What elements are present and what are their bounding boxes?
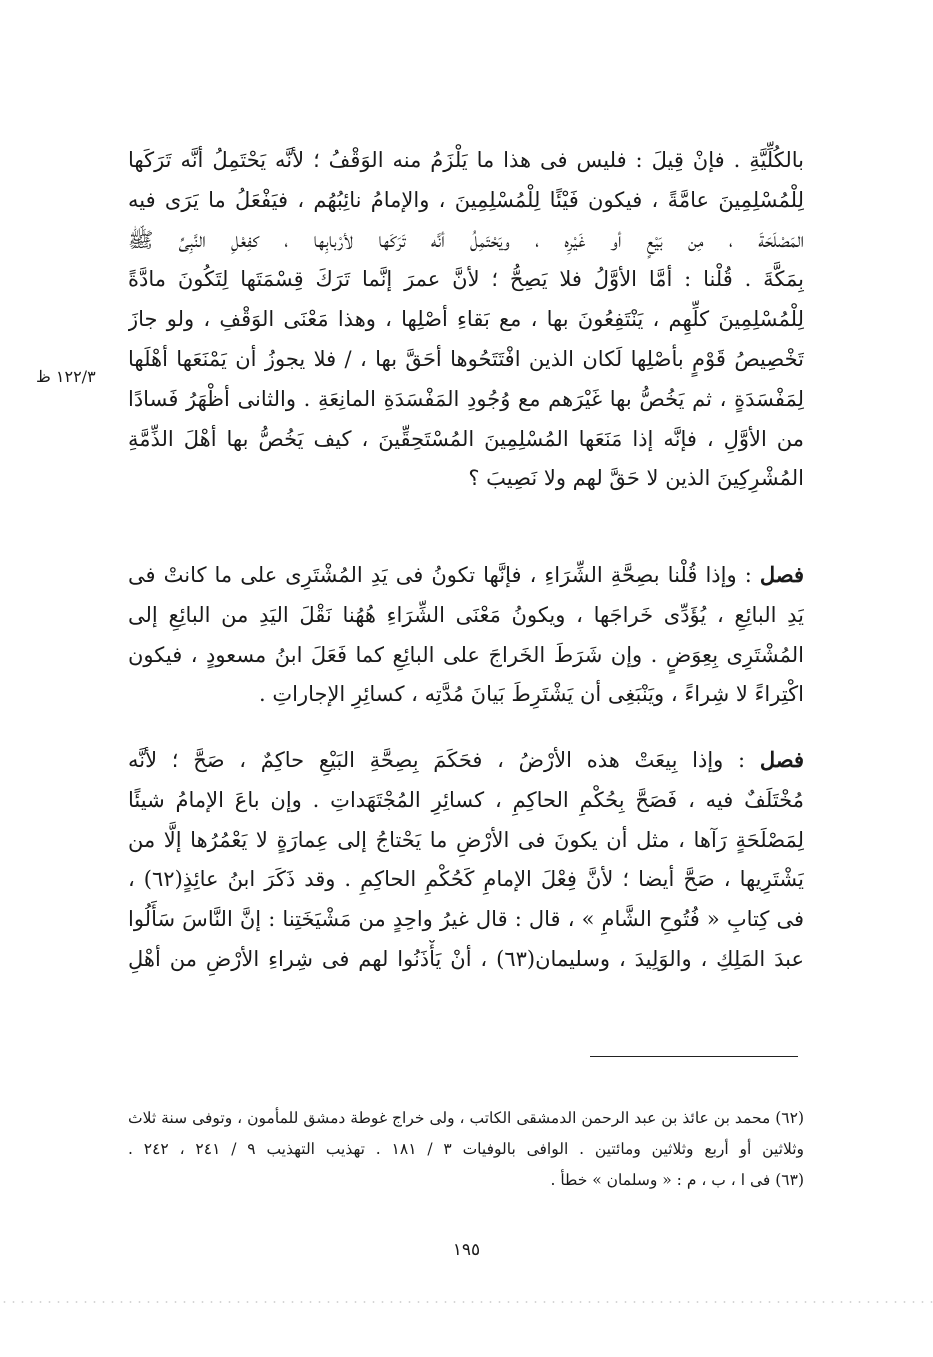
text-line: من الأوَّلِ ، فإنَّه إذا مَنَعَها المُسْلِمِينَ المُسْتَحِقِّينَ ، كيف يَخُصُّ بها أهْلَ الذِّمَّةِ xyxy=(128,426,804,451)
page-number: ١٩٥ xyxy=(452,1240,481,1260)
footnote-divider xyxy=(590,1056,798,1057)
footnote-line: وثلاثين أو أربع وثلاثين ومائتين . الوافى بالوفيات ٣ / ١٨١ . تهذيب التهذيب ٩ / ٢٤١ ، ٢٤٢ . xyxy=(128,1140,804,1158)
text-line: فصل : وإذا قُلْنا بصِحَّةِ الشِّرَاءِ ، فإنَّها تكونُ فى يَدِ المُشْتَرِى على ما كانتْ فى xyxy=(128,562,804,587)
footnote-line: (٦٣) فى ا ، ب ، م : « وسلمان » خطأ . xyxy=(550,1171,804,1189)
text-line: تَخْصِيصُ قَوْمٍ بأصْلِها لَكان الذين افْتَتَحُوها أحَقَّ بها ، / فلا يجوزُ أن يَمْنَعَها أهْلَها xyxy=(128,346,804,371)
section-label: فصل xyxy=(759,747,804,772)
text-line: بالكُلِّيَّةِ . فإنْ قِيلَ : فليس فى هذا ما يَلْزَمُ منه الوَقْفُ ؛ لأنَّه يَحْتَمِلُ أنَّه تَرَكَها xyxy=(128,148,804,172)
text-line: المُشْتَرِى بِعِوَضٍ . وإن شَرَطَ الخَراجَ على البائِعِ كما فَعَلَ ابنُ مسعودٍ ، فيكون xyxy=(128,642,804,667)
text-line: اكْتِراءً لا شِراءً ، ويَنْبَغِى أن يَشْتَرِطَ بَيانَ مُدَّتِه ، كسائِرِ الإجاراتِ . xyxy=(258,682,804,707)
text-line: يَدِ البائِعِ ، يُؤَدِّى خَراجَها ، ويكونُ مَعْنَى الشِّرَاءِ هُهُنا نَقْلَ اليَدِ من البائِعِ إلى xyxy=(128,602,804,627)
footnote-line: (٦٢) محمد بن عائذ بن عبد الرحمن الدمشقى الكاتب ، ولى خراج غوطة دمشق للمأمون ، وتوفى سنة ثلاث xyxy=(128,1109,804,1127)
text-line: بِمَكَّةَ . قُلْنا : أمَّا الأوَّلُ فلا يَصِحُّ ؛ لأنَّ عمرَ إنَّما تَرَكَ قِسْمَتَها لِتَكُونَ مادَّةً xyxy=(128,267,804,292)
text-line: مُخْتَلَفٌ فيه ، فَصَحَّ بِحُكْمِ الحاكِمِ ، كسائِرِ المُجْتَهَداتِ . وإن باعَ الإمامُ شيئًا xyxy=(128,787,804,812)
text-line: يَشْتَرِيها ، صَحَّ أيضا ؛ لأنَّ فِعْلَ الإمامِ كَحُكْمِ الحاكِمِ . وقد ذَكَرَ ابنُ عائِذٍ(٦٢) ، xyxy=(128,867,804,892)
text-line: المُشْرِكِينَ الذين لا حَقَّ لهم ولا نَصِيبَ ؟ xyxy=(468,466,804,491)
text-line: المَصْلَحَةَ ، مِن بَيْعٍ أو غَيْرِه ، ويَحْتَمِلُ أنَّه تَرَكَها لأرْبابِها ، كفِعْلِ النَّبِىِّ ﷺ xyxy=(128,227,804,252)
text-line: لِمَصْلَحَةٍ رَآها ، مثل أن يكونَ فى الأرْضِ ما يَحْتاجُ إلى عِمارَةٍ لا يَعْمُرُها إلَّا من xyxy=(128,827,804,852)
paragraph-2 xyxy=(128,555,804,715)
text-line: فصل : وإذا بِيعَتْ هذه الأرْضُ ، فحَكَمَ بِصِحَّةِ البَيْعِ حاكِمٌ ، صَحَّ ؛ لأنَّه xyxy=(128,747,804,772)
margin-folio-note: ١٢٢/٣ ظ xyxy=(36,367,96,386)
section-label: فصل xyxy=(759,562,804,587)
text-line: فى كِتابِ « فُتُوحِ الشَّامِ » ، قال : قال غيرُ واحِدٍ من مَشْيَخَتِنا : إنَّ النَّاسَ سَأَلُوا xyxy=(128,907,804,932)
footnotes xyxy=(128,1103,804,1196)
paragraph-3 xyxy=(128,740,804,980)
text-line: عبدَ المَلِكِ ، والوَلِيدَ ، وسليمان(٦٣) ، أنْ يَأْذَنُوا لهم فى شِراءِ الأرْضِ من أهْلِ xyxy=(128,946,804,971)
paragraph-1 xyxy=(128,141,804,499)
scan-artifact-dots xyxy=(0,1300,933,1304)
text-line: لِمَفْسَدَةٍ ، ثم يَخُصُّ بها غَيْرَهم مع وُجُودِ المَفْسَدَةِ المانِعَةِ . والثانى أظْهَرُ فَسادًا xyxy=(128,386,804,411)
text-line: لِلْمُسْلِمِينَ عامَّةً ، فيكون فَيْئًا لِلْمُسْلِمِينَ ، والإمامُ نائِبُهُم ، فيَفْعَلُ ما يَرَى فيه xyxy=(128,187,804,212)
text-line: لِلْمُسْلِمِينَ كلِّهِم ، يَنْتَفِعُونَ بها ، مع بَقاءِ أصْلِها ، وهذا مَعْنَى الوَقْفِ ، ولو جازَ xyxy=(128,307,804,332)
